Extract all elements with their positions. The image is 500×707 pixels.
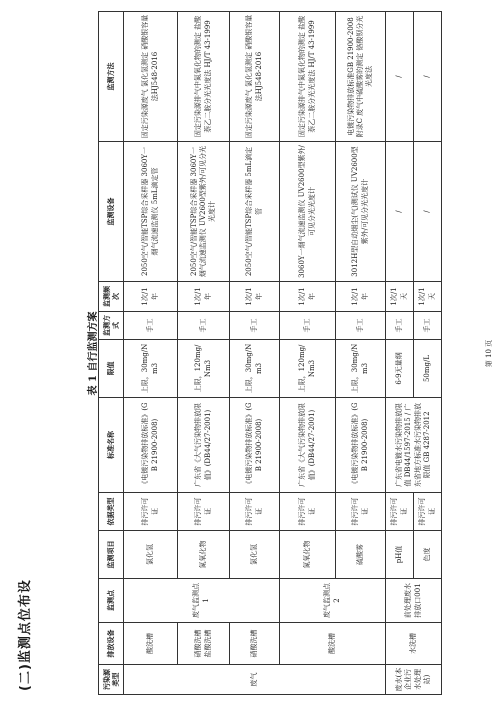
device-cell: 2050空气/智能TSP综合采样器 5mL滴定管 xyxy=(230,142,280,282)
equipment-label: 硝酸洗槽 xyxy=(194,629,203,658)
freq-cell: 1次/1年 xyxy=(178,282,230,312)
item-cell: 色度 xyxy=(414,531,442,579)
monitor-point-1: 废气监测点 1 xyxy=(124,579,280,623)
standard-cell: 《电镀污染物排放标准》(GB 21900-2008) xyxy=(336,398,386,493)
waste-water-category: 废水(本企业污水处理站) xyxy=(386,665,442,695)
method-cell: 固定污染源废气 氯化氢测定 硝酸银容量法HJ548-2016 xyxy=(230,12,280,142)
freq-cell: 1次/1天 xyxy=(386,282,414,312)
equipment-cell: 水洗槽 xyxy=(386,623,442,665)
freq-cell: 1次/1年 xyxy=(230,282,280,312)
item-cell: 氯化氢 xyxy=(230,531,280,579)
device-cell: 3060Y一烟气流速监测仪 UV2600型紫外/可见分光光度计 xyxy=(280,142,336,282)
mode-cell: 手工 xyxy=(336,312,386,340)
header-cell: 监测频次 xyxy=(99,282,124,312)
basis-cell: 排污许可证 xyxy=(230,493,280,531)
header-cell: 监测项目 xyxy=(99,531,124,579)
basis-cell: 排污许可证 xyxy=(280,493,336,531)
standard-cell: 广东省电镀水污染物排放限值 DB44/1597-2015 / 广东省地方标准水污染物排放限值 GB 4287-2012 xyxy=(386,398,442,493)
header-cell: 标准名称 xyxy=(99,398,124,493)
header-cell: 监测点 xyxy=(99,579,124,623)
header-cell: 限值 xyxy=(99,340,124,398)
header-cell: 污染源类型 xyxy=(99,665,124,695)
method-cell: 固定污染源排气中氮氧化物的测定 盐酸萘乙二胺分光光度法 HJ/T 43-1999 xyxy=(280,12,336,142)
header-row xyxy=(99,12,124,695)
table-title: 表 1 自行监测方案 xyxy=(88,311,99,396)
freq-cell: 1次/1年 xyxy=(280,282,336,312)
method-cell: 电镀污染物排放标准GB 21900-2008 附录C 废气中硫酸雾的测定 铬酸钡分光光度法 xyxy=(336,12,386,142)
equipment-cell xyxy=(178,623,230,665)
limit-cell: 6-9无量纲 xyxy=(386,340,414,398)
section-title: (二)监测点位布设 xyxy=(18,579,33,691)
header-cell: 监测方式 xyxy=(99,312,124,340)
limit-cell: 上限，30mg/Nm3 xyxy=(336,340,386,398)
table-row xyxy=(124,12,178,695)
equipment-cell: 酸洗槽 xyxy=(280,623,386,665)
device-cell: 3012H型自动烟尘(气)测试仪 UV2600型紫外/可见分光光度计 xyxy=(336,142,386,282)
basis-cell: 排污许可证 xyxy=(336,493,386,531)
standard-cell: 《电镀污染物排放标准》(GB 21900-2008) xyxy=(124,398,178,493)
standard-cell: 广东省《大气污染物排放限值》(DB44/27-2001) xyxy=(178,398,230,493)
basis-cell: 排污许可证 xyxy=(386,493,414,531)
method-cell: 固定污染源排气中氮氧化物的测定 盐酸萘乙二胺分光光度法 HJ/T 43-1999 xyxy=(178,12,230,142)
header-cell: 监测设备 xyxy=(99,142,124,282)
monitor-point-2: 废气监测点 2 xyxy=(280,579,386,623)
limit-cell: 50mg/L xyxy=(414,340,442,398)
waste-gas-category: 废气 xyxy=(124,665,386,695)
limit-cell: 上限，120mg/Nm3 xyxy=(280,340,336,398)
limit-cell: 上限，30mg/Nm3 xyxy=(124,340,178,398)
monitoring-plan-table xyxy=(98,11,442,695)
device-cell: / xyxy=(386,142,414,282)
freq-cell: 1次/1天 xyxy=(414,282,442,312)
item-cell: 氮氧化物 xyxy=(280,531,336,579)
equipment-cell: 硝酸洗槽 xyxy=(230,623,280,665)
method-cell: 固定污染源废气 氯化氢测定 硝酸银容量法HJ548-2016 xyxy=(124,12,178,142)
mode-cell: 手工 xyxy=(178,312,230,340)
header-cell: 监测方法 xyxy=(99,12,124,142)
standard-cell: 《电镀污染物排放标准》(GB 21900-2008) xyxy=(230,398,280,493)
monitor-point-water: 前处理废水排放口001 xyxy=(386,579,442,623)
mode-cell: 手工 xyxy=(230,312,280,340)
device-cell: 2050空气/智能TSP综合采样器 3060Y一烟气流速监测仪 UV2600型紫外/可见分光光度计 xyxy=(178,142,230,282)
standard-cell: 广东省《大气污染物排放限值》(DB44/27-2001) xyxy=(280,398,336,493)
item-cell: 硫酸雾 xyxy=(336,531,386,579)
table-row xyxy=(386,12,414,695)
limit-cell: 上限，30mg/Nm3 xyxy=(230,340,280,398)
page-number: 第 10 页 xyxy=(485,339,493,368)
method-cell: / xyxy=(414,12,442,142)
basis-cell: 排污许可证 xyxy=(414,493,442,531)
item-cell: 氮氧化物 xyxy=(178,531,230,579)
basis-cell: 排污许可证 xyxy=(124,493,178,531)
item-cell: 氯化氢 xyxy=(124,531,178,579)
mode-cell: 手工 xyxy=(414,312,442,340)
freq-cell: 1次/1年 xyxy=(336,282,386,312)
header-cell: 排放设备 xyxy=(99,623,124,665)
item-cell: pH值 xyxy=(386,531,414,579)
header-cell: 依据类型 xyxy=(99,493,124,531)
device-cell: / xyxy=(414,142,442,282)
table-row xyxy=(280,12,336,695)
freq-cell: 1次/1年 xyxy=(124,282,178,312)
method-cell: / xyxy=(386,12,414,142)
equipment-label: 盐酸洗槽 xyxy=(203,629,212,658)
mode-cell: 手工 xyxy=(124,312,178,340)
mode-cell: 手工 xyxy=(280,312,336,340)
mode-cell: 手工 xyxy=(386,312,414,340)
limit-cell: 上限，120mg/Nm3 xyxy=(178,340,230,398)
device-cell: 2050空气/智能TSP综合采样器 3060Y一烟气流速监测仪 5mL滴定管 xyxy=(124,142,178,282)
basis-cell: 排污许可证 xyxy=(178,493,230,531)
equipment-cell: 酸洗槽 xyxy=(124,623,178,665)
